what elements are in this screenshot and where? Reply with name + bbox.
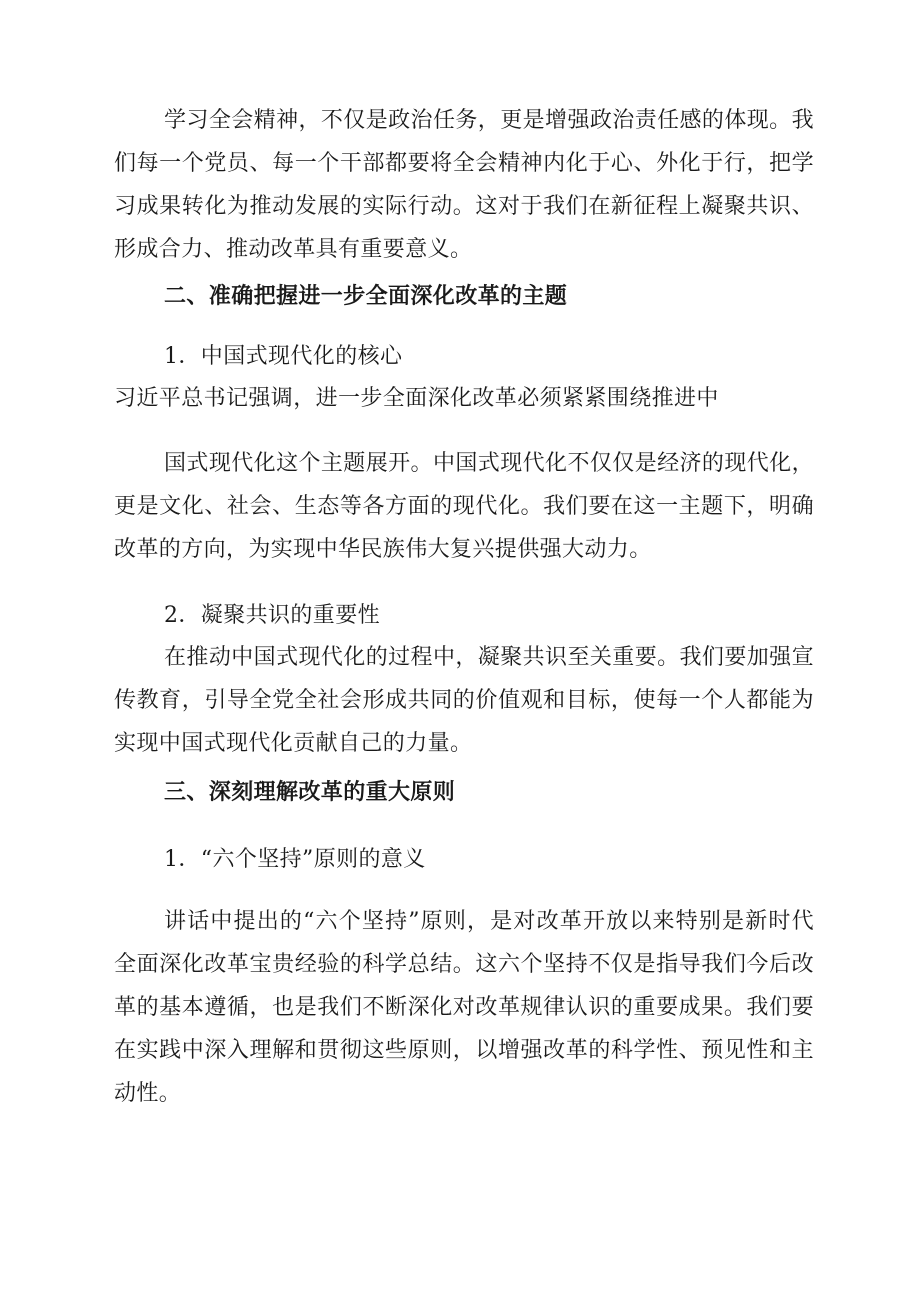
- paragraph-six-adherences-meaning: 讲话中提出的“六个坚持”原则，是对改革开放以来特别是新时代全面深化改革宝贵经验的科学总结。这六个坚持不仅是指导我们今后改革的基本遵循，也是我们不断深化对改革规律认识的重要成果。我们要在实践中深入理解和贯彻这些原则，以增强改革的科学性、预见性和主动性。: [114, 909, 814, 1106]
- subheading-consensus-importance: 2．凝聚共识的重要性: [164, 603, 380, 628]
- paragraph-study-plenary-spirit: 学习全会精神，不仅是政治任务，更是增强政治责任感的体现。我们每一个党员、每一个干部都要将全会精神内化于心、外化于行，把学习成果转化为推动发展的实际行动。这对于我们在新征程上凝聚共识、形成合力、推动改革具有重要意义。: [114, 108, 814, 262]
- section-heading-reform-principles: 三、深刻理解改革的重大原则: [164, 780, 456, 805]
- paragraph-modernization-theme: 国式现代化这个主题展开。中国式现代化不仅仅是经济的现代化，更是文化、社会、生态等各方面的现代化。我们要在这一主题下，明确改革的方向，为实现中华民族伟大复兴提供强大动力。: [114, 451, 814, 562]
- subheading-six-adherences: 1．“六个坚持”原则的意义: [164, 847, 426, 872]
- section-heading-reform-theme: 二、准确把握进一步全面深化改革的主题: [164, 284, 568, 309]
- paragraph-building-consensus: 在推动中国式现代化的过程中，凝聚共识至关重要。我们要加强宣传教育，引导全党全社会形成共同的价值观和目标，使每一个人都能为实现中国式现代化贡献自己的力量。: [114, 645, 814, 756]
- paragraph-xi-emphasis-line: 习近平总书记强调，进一步全面深化改革必须紧紧围绕推进中: [114, 386, 719, 411]
- subheading-chinese-modernization-core: 1．中国式现代化的核心: [164, 344, 403, 369]
